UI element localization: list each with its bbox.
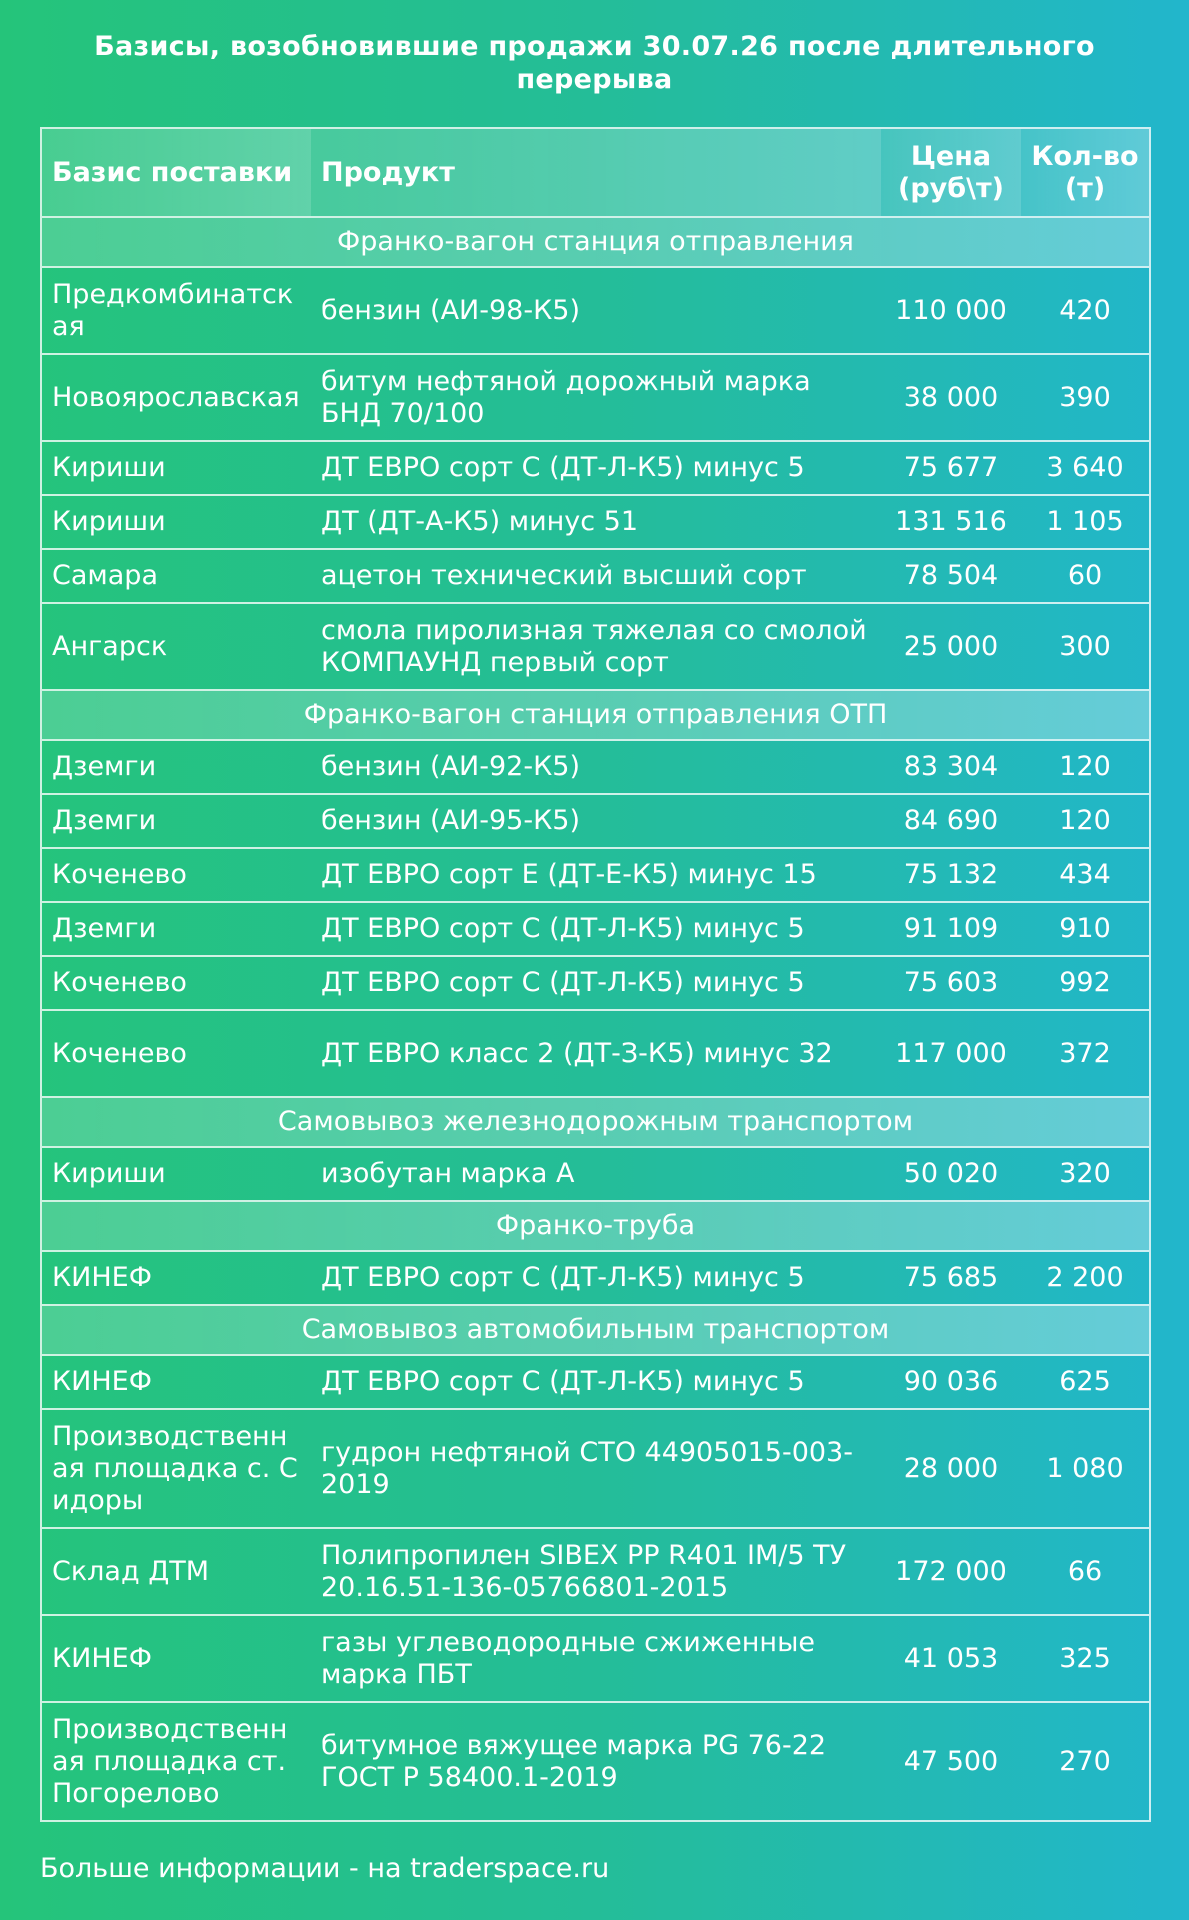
cell-basis: Кириши [41, 441, 311, 495]
cell-price: 110 000 [881, 267, 1021, 354]
section-label: Самовывоз автомобильным транспортом [41, 1305, 1150, 1355]
cell-qty: 1 080 [1021, 1409, 1150, 1528]
cell-basis: Дземги [41, 902, 311, 956]
cell-qty: 3 640 [1021, 441, 1150, 495]
table-row [41, 267, 1150, 354]
cell-price: 41 053 [881, 1615, 1021, 1702]
cell-qty: 300 [1021, 603, 1150, 690]
cell-qty: 1 105 [1021, 495, 1150, 549]
table-row [41, 1251, 1150, 1305]
cell-product: ДТ ЕВРО сорт С (ДТ-Л-К5) минус 5 [311, 1251, 881, 1305]
header-qty: Кол-во (т) [1021, 128, 1150, 217]
cell-basis: Производственная площадка с. Сидоры [41, 1409, 311, 1528]
cell-basis: Самара [41, 549, 311, 603]
cell-qty: 390 [1021, 354, 1150, 441]
section-row [41, 1097, 1150, 1147]
cell-product: ДТ ЕВРО класс 2 (ДТ-З-К5) минус 32 [311, 1010, 881, 1097]
section-row [41, 690, 1150, 740]
header-price: Цена (руб\т) [881, 128, 1021, 217]
table-header-row [41, 128, 1150, 217]
cell-qty: 2 200 [1021, 1251, 1150, 1305]
section-label: Франко-вагон станция отправления ОТП [41, 690, 1150, 740]
cell-basis: Коченево [41, 1010, 311, 1097]
cell-qty: 120 [1021, 794, 1150, 848]
cell-product: ДТ ЕВРО сорт С (ДТ-Л-К5) минус 5 [311, 956, 881, 1010]
section-row [41, 217, 1150, 267]
cell-basis: Ангарск [41, 603, 311, 690]
cell-price: 91 109 [881, 902, 1021, 956]
header-basis: Базис поставки [41, 128, 311, 217]
table-row [41, 603, 1150, 690]
table-row [41, 1528, 1150, 1615]
cell-basis: Предкомбинатская [41, 267, 311, 354]
cell-product: битум нефтяной дорожный марка БНД 70/100 [311, 354, 881, 441]
cell-qty: 434 [1021, 848, 1150, 902]
cell-price: 117 000 [881, 1010, 1021, 1097]
cell-price: 38 000 [881, 354, 1021, 441]
cell-product: ДТ ЕВРО сорт С (ДТ-Л-К5) минус 5 [311, 1355, 881, 1409]
table-row [41, 354, 1150, 441]
basis-table [40, 127, 1151, 1822]
cell-price: 172 000 [881, 1528, 1021, 1615]
table-row [41, 1010, 1150, 1097]
cell-qty: 270 [1021, 1702, 1150, 1821]
cell-product: бензин (АИ-95-К5) [311, 794, 881, 848]
table-row [41, 441, 1150, 495]
cell-qty: 372 [1021, 1010, 1150, 1097]
table-row [41, 1615, 1150, 1702]
cell-product: гудрон нефтяной СТО 44905015-003-2019 [311, 1409, 881, 1528]
table-row [41, 1147, 1150, 1201]
table-row [41, 549, 1150, 603]
table-row [41, 1355, 1150, 1409]
cell-product: ДТ (ДТ-А-К5) минус 51 [311, 495, 881, 549]
cell-basis: Дземги [41, 740, 311, 794]
cell-product: газы углеводородные сжиженные марка ПБТ [311, 1615, 881, 1702]
section-label: Самовывоз железнодорожным транспортом [41, 1097, 1150, 1147]
cell-price: 78 504 [881, 549, 1021, 603]
table-row [41, 740, 1150, 794]
cell-qty: 120 [1021, 740, 1150, 794]
cell-product: Полипропилен SIBEX PP R401 IM/5 ТУ 20.16.51-136-05766801-2015 [311, 1528, 881, 1615]
cell-basis: Дземги [41, 794, 311, 848]
cell-product: ацетон технический высший сорт [311, 549, 881, 603]
cell-basis: Коченево [41, 848, 311, 902]
section-row [41, 1201, 1150, 1251]
cell-product: ДТ ЕВРО сорт Е (ДТ-Е-К5) минус 15 [311, 848, 881, 902]
cell-qty: 325 [1021, 1615, 1150, 1702]
cell-price: 50 020 [881, 1147, 1021, 1201]
cell-price: 75 603 [881, 956, 1021, 1010]
cell-qty: 420 [1021, 267, 1150, 354]
page-title: Базисы, возобновившие продажи 30.07.26 после длительного перерыва [94, 31, 1095, 95]
cell-basis: Кириши [41, 495, 311, 549]
table-row [41, 794, 1150, 848]
cell-price: 47 500 [881, 1702, 1021, 1821]
cell-price: 25 000 [881, 603, 1021, 690]
cell-basis: КИНЕФ [41, 1355, 311, 1409]
cell-product: бензин (АИ-98-К5) [311, 267, 881, 354]
cell-basis: Новоярославская [41, 354, 311, 441]
cell-basis: Кириши [41, 1147, 311, 1201]
cell-basis: КИНЕФ [41, 1615, 311, 1702]
cell-qty: 910 [1021, 902, 1150, 956]
table-row [41, 902, 1150, 956]
cell-basis: Склад ДТМ [41, 1528, 311, 1615]
section-row [41, 1305, 1150, 1355]
cell-product: битумное вяжущее марка PG 76-22 ГОСТ Р 58400.1-2019 [311, 1702, 881, 1821]
footer-note: Больше информации - на traderspace.ru [40, 1853, 610, 1884]
cell-product: бензин (АИ-92-К5) [311, 740, 881, 794]
section-label: Франко-вагон станция отправления [41, 217, 1150, 267]
cell-qty: 66 [1021, 1528, 1150, 1615]
table-row [41, 956, 1150, 1010]
table-row [41, 495, 1150, 549]
cell-price: 75 132 [881, 848, 1021, 902]
cell-basis: КИНЕФ [41, 1251, 311, 1305]
cell-price: 28 000 [881, 1409, 1021, 1528]
cell-price: 75 685 [881, 1251, 1021, 1305]
cell-product: изобутан марка А [311, 1147, 881, 1201]
section-label: Франко-труба [41, 1201, 1150, 1251]
header-product: Продукт [311, 128, 881, 217]
cell-price: 84 690 [881, 794, 1021, 848]
cell-qty: 992 [1021, 956, 1150, 1010]
cell-price: 131 516 [881, 495, 1021, 549]
cell-product: смола пиролизная тяжелая со смолой КОМПАУНД первый сорт [311, 603, 881, 690]
cell-product: ДТ ЕВРО сорт С (ДТ-Л-К5) минус 5 [311, 441, 881, 495]
cell-basis: Производственная площадка ст. Погорелово [41, 1702, 311, 1821]
cell-product: ДТ ЕВРО сорт С (ДТ-Л-К5) минус 5 [311, 902, 881, 956]
cell-price: 90 036 [881, 1355, 1021, 1409]
cell-qty: 60 [1021, 549, 1150, 603]
table-row [41, 848, 1150, 902]
table-row [41, 1702, 1150, 1821]
cell-qty: 625 [1021, 1355, 1150, 1409]
cell-price: 83 304 [881, 740, 1021, 794]
cell-qty: 320 [1021, 1147, 1150, 1201]
table-body [41, 217, 1150, 1821]
table-row [41, 1409, 1150, 1528]
cell-basis: Коченево [41, 956, 311, 1010]
cell-price: 75 677 [881, 441, 1021, 495]
